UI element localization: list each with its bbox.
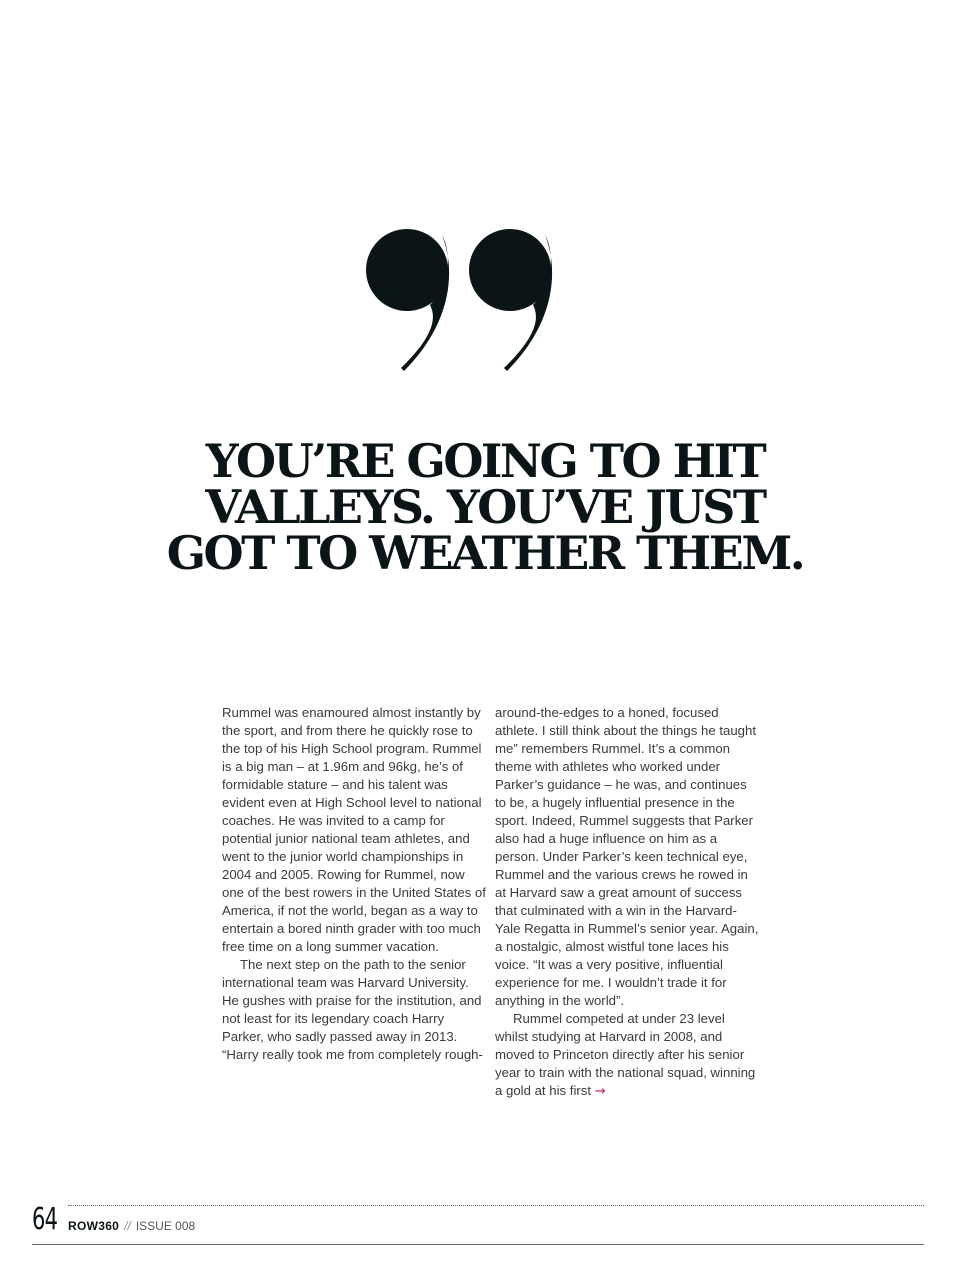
article-paragraph: Rummel was enamoured almost instantly by the sport, and from there he quickly rose to the top of his High School program. Rummel is a big man – at 1.96m and 96kg, he’s of formidable stature – and his talent was evident even at High School level to national coaches. He was invited to a camp for potential junior national team athletes, and went to the junior world championships in 2004 and 2005. Rowing for Rummel, now one of the best rowers in the United States of America, if not the world, began as a way to entertain a bored ninth grader with too much free time on a long summer vacation. (222, 705, 486, 954)
footer-dotted-rule (68, 1205, 924, 1206)
article-column-left (222, 704, 487, 1064)
footer-rule (32, 1244, 924, 1245)
pull-quote-line-2: VALLEYS. YOU’VE JUST (205, 480, 765, 534)
article-paragraph: The next step on the path to the senior international team was Harvard University. He gushes with praise for the institution, and not least for its legendary coach Harry Parker, who sadly passed away in 2013. “Harry really took me from completely rough- (222, 957, 483, 1062)
arrow-right-icon: → (594, 1084, 606, 1099)
article-column-right (495, 704, 760, 1101)
page-number: 64 (32, 1202, 58, 1237)
magazine-brand: ROW360 (68, 1219, 120, 1233)
pull-quote-line-1: YOU’RE GOING TO HIT (205, 434, 765, 488)
pull-quote (160, 434, 810, 580)
closing-quote-mark-icon (360, 225, 570, 375)
pull-quote-line-3: GOT TO WEATHER THEM. (166, 526, 804, 580)
article-paragraph-text: Rummel competed at under 23 level whilst studying at Harvard in 2008, and moved to Princeton directly after his senior year to train with the national squad, winning a gold at his first (495, 1011, 756, 1098)
article-paragraph-last (495, 1010, 760, 1101)
article-paragraph: around-the-edges to a honed, focused athlete. I still think about the things he taught me” remembers Rummel. It’s a common theme with athletes who worked under Parker’s guidance – he was, and continues to be, a hugely influential presence in the sport. Indeed, Rummel suggests that Parker also had a huge influence on him as a person. Under Parker’s keen technical eye, Rummel and the various crews he rowed in at Harvard saw a great amount of success that culminated with a win in the Harvard-Yale Regatta in Rummel’s senior year. Again, a nostalgic, almost wistful tone laces his voice. “It was a very positive, influential experience for me. I wouldn’t trade it for anything in the world”. (495, 705, 759, 1008)
footer-folio (68, 1219, 195, 1233)
footer-separator: // (124, 1219, 131, 1233)
issue-label: ISSUE 008 (135, 1219, 196, 1233)
